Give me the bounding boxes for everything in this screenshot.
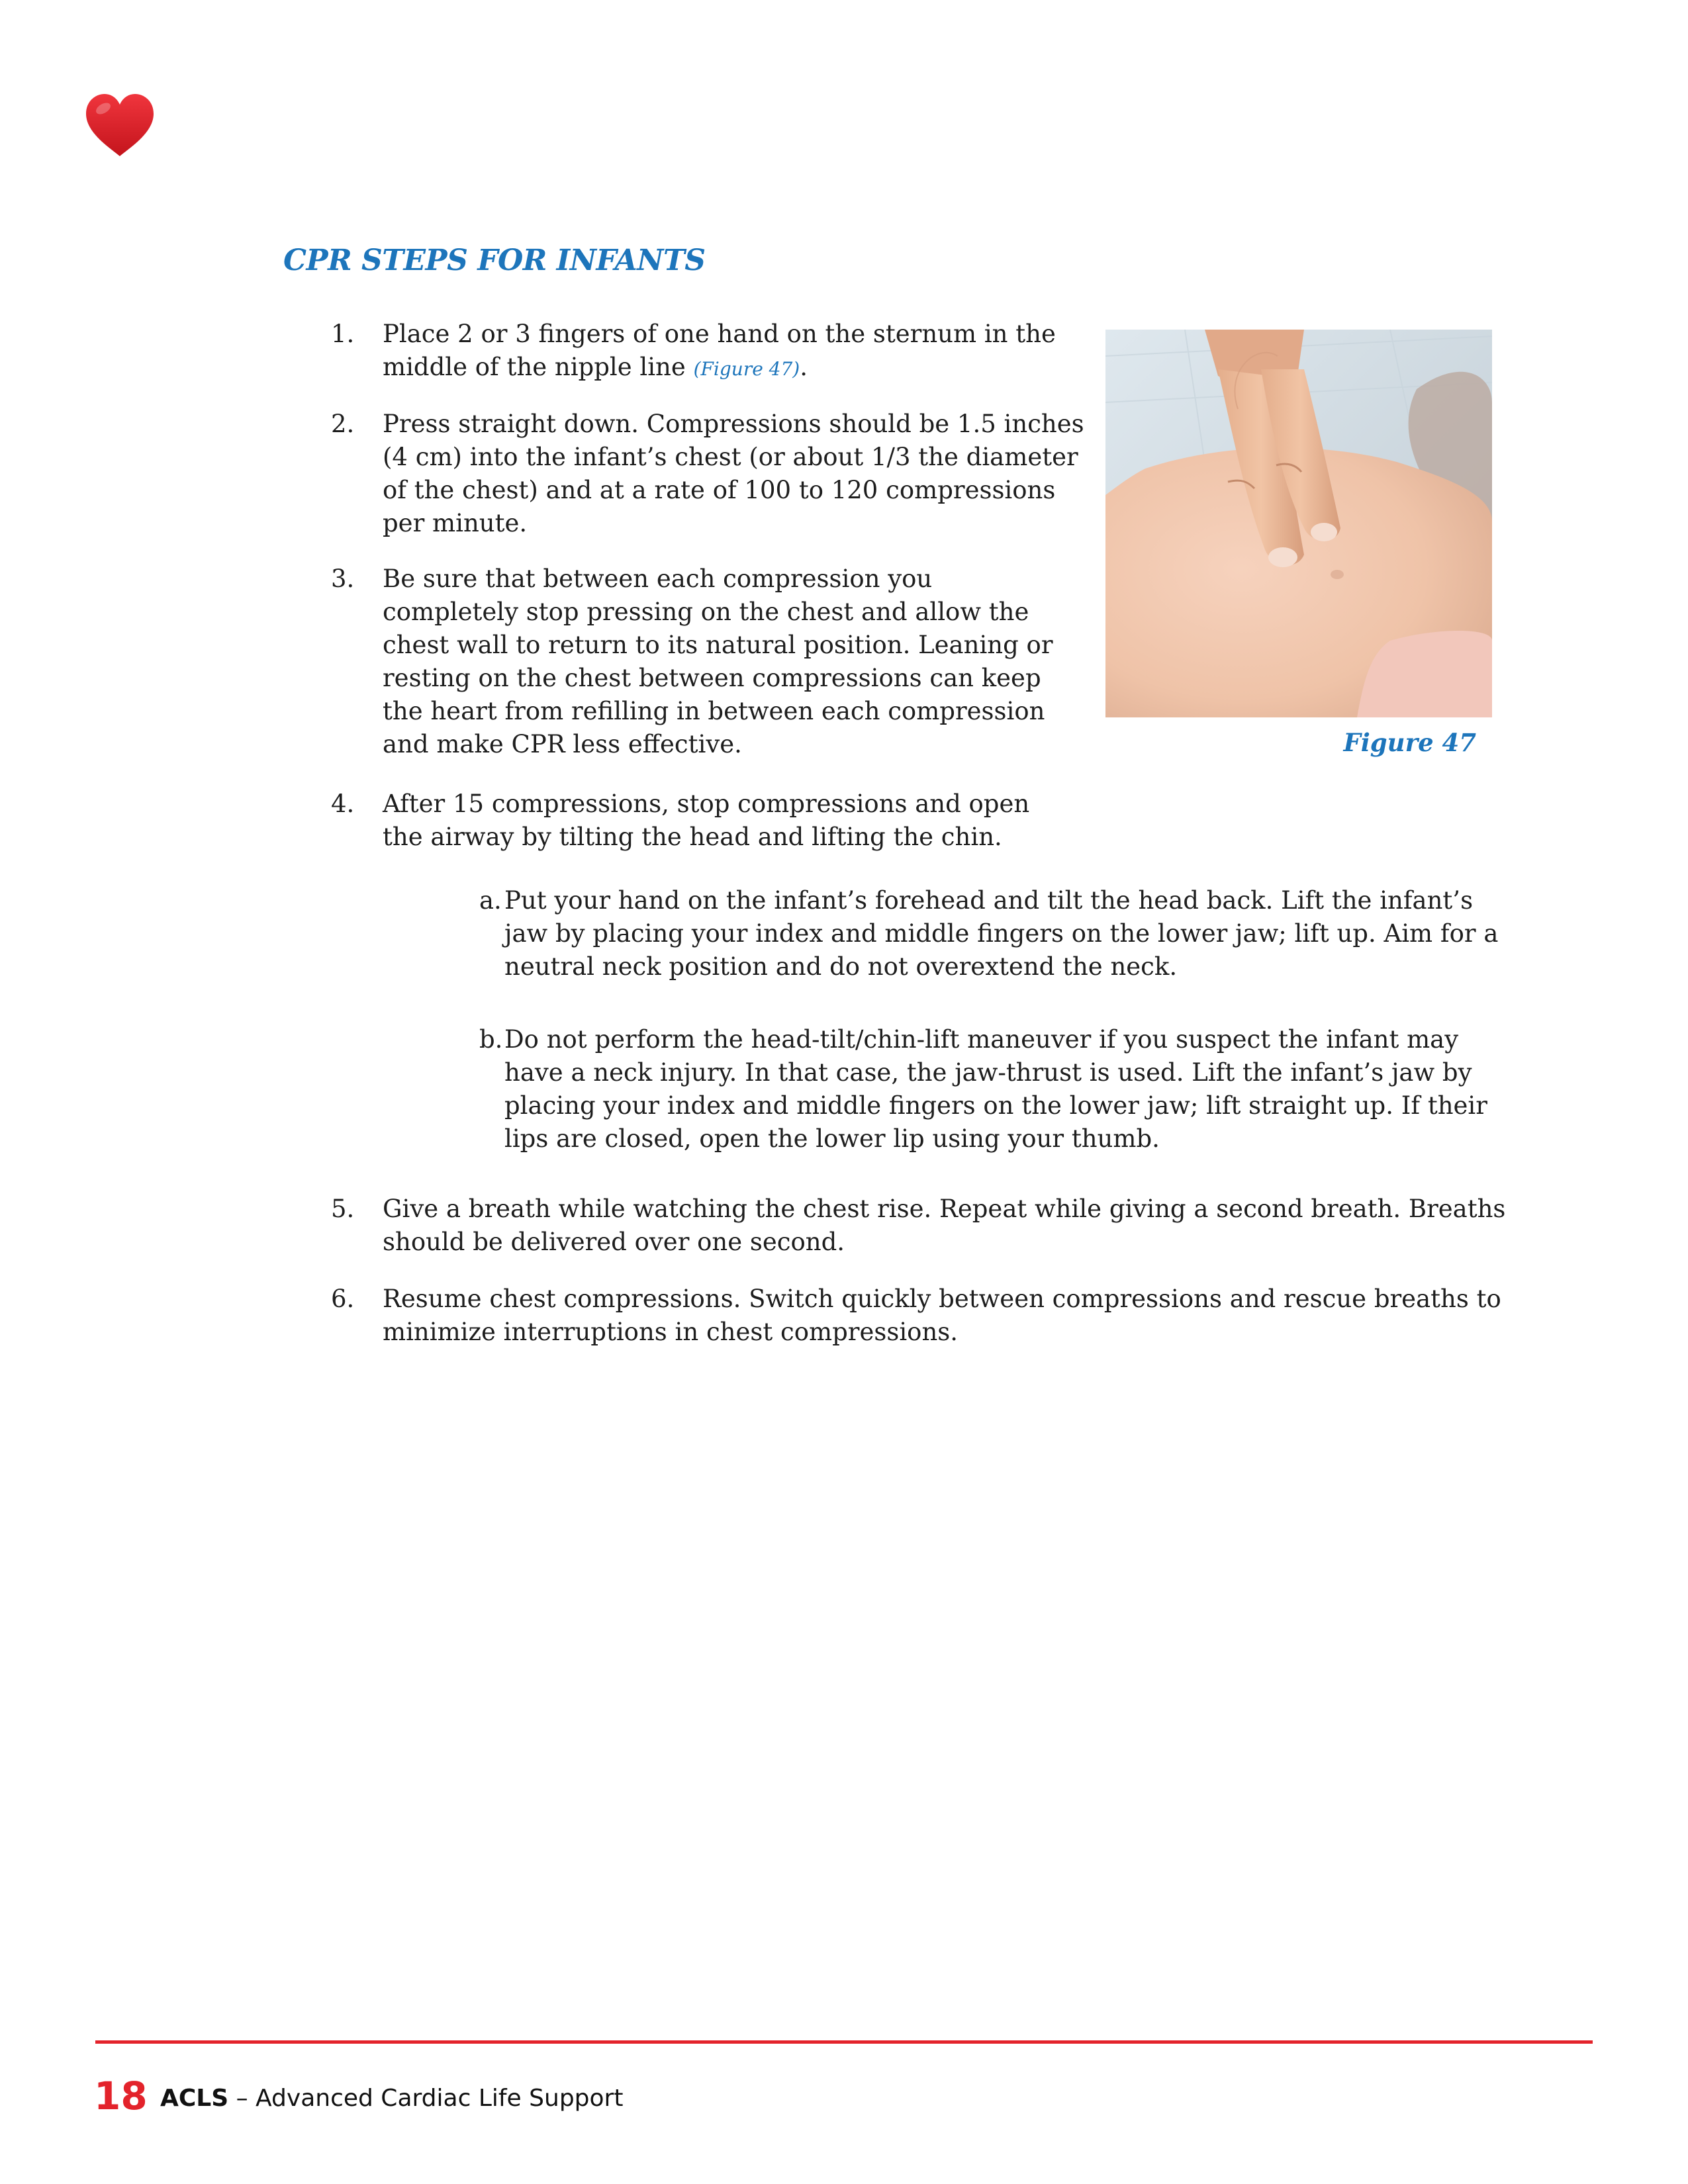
step-text: Give a breath while watching the chest rise. Repeat while giving a second breath. Breaths should be delivered over one second. — [383, 1195, 1506, 1256]
step-text: Press straight down. Compressions should be 1.5 inches (4 cm) into the infant’s chest (or about 1/3 the diameter of the chest) and at a rate of 100 to 120 compressions per minute. — [383, 410, 1084, 537]
substep-text: Do not perform the head-tilt/chin-lift maneuver if you suspect the infant may have a neck injury. In that case, the jaw-thrust is used. Lift the infant’s jaw by placing your index and middle fingers on the lower jaw; lift straight up. If their lips are closed, open the lower lip using your thumb. — [504, 1025, 1487, 1153]
step-text: Be sure that between each compression you completely stop pressing on the chest and allow the chest wall to return to its natural position. Leaning or resting on the chest between compressions can keep the heart from refilling in between each compression and make CPR less effective. — [383, 565, 1053, 758]
substep-text: Put your hand on the infant’s forehead and tilt the head back. Lift the infant’s jaw by placing your index and middle fingers on the lower jaw; lift up. Aim for a neutral neck position and do not overextend the neck. — [504, 886, 1499, 981]
figure-47-photo — [1105, 330, 1492, 717]
step-number: 3. — [331, 565, 355, 593]
heart-logo-icon — [83, 93, 156, 159]
step-number: 2. — [331, 410, 355, 438]
section-title: CPR STEPS FOR INFANTS — [283, 244, 706, 277]
step-number: 5. — [331, 1195, 355, 1223]
footer-title: ACLS – Advanced Cardiac Life Support — [160, 2085, 624, 2112]
step-text: Place 2 or 3 fingers of one hand on the sternum in the middle of the nipple line (Figure 47). — [383, 320, 1056, 381]
substep-label: a. — [479, 886, 502, 915]
step-number: 1. — [331, 320, 355, 348]
step-number: 6. — [331, 1285, 355, 1313]
footer-subtitle: Advanced Cardiac Life Support — [256, 2085, 624, 2112]
footer-divider — [95, 2040, 1593, 2044]
figure-caption: Figure 47 — [1343, 728, 1476, 757]
footer-acronym: ACLS — [160, 2085, 229, 2112]
figure-reference: (Figure 47) — [693, 358, 800, 380]
step-text: After 15 compressions, stop compressions and open the airway by tilting the head and lifting the chin. — [383, 790, 1030, 851]
page-number: 18 — [94, 2073, 148, 2118]
step-text: Resume chest compressions. Switch quickly between compressions and rescue breaths to minimize interruptions in chest compressions. — [383, 1285, 1501, 1346]
step-number: 4. — [331, 790, 355, 818]
substep-label: b. — [479, 1025, 503, 1054]
